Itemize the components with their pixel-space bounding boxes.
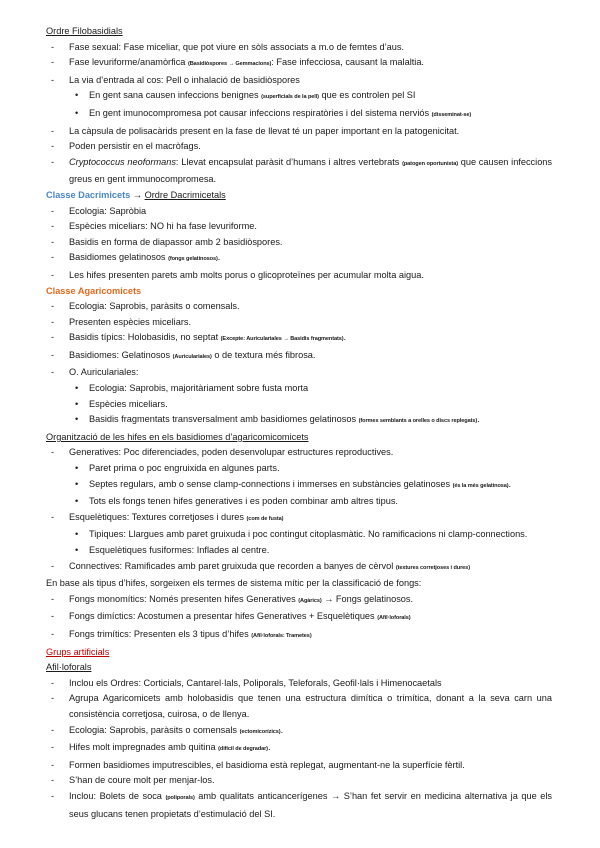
list-item: - O. Auriculariales: [46,365,552,381]
list-item: - Agrupa Agaricomicets amb holobasidis que tenen una estructura dimítica o trimítica, donant a la seva carn una consistència corretjosa, cuirosa, o de llenya. [46,691,552,722]
list-item: - Ecologia: Saprobis, paràsits o comensals (ectomicorízics). [46,723,552,741]
list-item: - Fongs monomítics: Només presenten hifes Generatives (Agàrics) → Fongs gelatinosos. [46,592,552,610]
list-item: - La via d’entrada al cos: Pell o inhalació de basidiòspores [46,73,552,89]
list-item: - Basidis en forma de diapassor amb 2 basidiòspores. [46,235,552,251]
list-item: - Formen basidiomes imputrescibles, el basidioma està replegat, augmentant-ne la superfície fèrtil. [46,758,552,774]
list-item: - Basidiomes gelatinosos (fongs gelatinosos). [46,250,552,268]
list-item: - Fongs dimíctics: Acostumen a presentar hifes Generatives + Esquelètiques (Afil·loforals) [46,609,552,627]
section-title-agaricomicets: Classe Agaricomicets [46,285,142,296]
list-item: - Basidiomes: Gelatinosos (Auriculariales) o de textura més fibrosa. [46,348,552,366]
list-item: - Connectives: Ramificades amb paret gruixuda que recorden a banyes de cèrvol (textures corretjoses i dures) [46,559,552,577]
bullet-item: • Tots els fongs tenen hifes generatives i es poden combinar amb altres tipus. [46,494,552,510]
section-title-filobasidials: Ordre Filobasidials [46,26,123,36]
bullet-item: • En gent sana causen infeccions benignes (superficials de la pell) que es controlen pel SI [46,88,552,106]
list-item: - Generatives: Poc diferenciades, poden desenvolupar estructures reproductives. [46,445,552,461]
list-item: - Fongs trimítics: Presenten els 3 tipus d’hifes (Afil·loforals: Trametes) [46,627,552,645]
bullet-item: • Ecologia: Saprobis, majoritàriament sobre fusta morta [46,381,552,397]
list-item: - Inclou els Ordres: Corticials, Cantarel·lals, Poliporals, Teleforals, Geofil·lals i Himenocaetals [46,676,552,692]
list-item: - Ecologia: Saprobis, paràsits o comensals. [46,299,552,315]
bullet-item: • En gent imunocompromesa pot causar infeccions respiratòries i del sistema nerviós (disseminat-se) [46,106,552,124]
list-item: - Les hifes presenten parets amb molts porus o glicoproteïnes per acumular molta aigua. [46,268,552,284]
list-item: - Fase levuriforme/anamòrfica (Basidiòspores → Gemmacions): Fase infecciosa, causant la malaltia. [46,55,552,73]
section-title-grups-artificials: Grups artificials [46,646,110,657]
list-item: - Inclou: Bolets de soca (poliporals) amb qualitats anticancerígenes → S’han fet servir en medicina alternativa ja que els seus glucans tenen propietats d’estimulació del SI. [46,789,552,822]
list-item: - La càpsula de polisacàrids present en la fase de llevat té un paper important en la patogenicitat. [46,124,552,140]
list-item: - Presenten espècies miceliars. [46,315,552,331]
paragraph: En base als tipus d’hifes, sorgeixen els termes de sistema mític per la classificació de fongs: [46,578,422,589]
list-item: - Poden persistir en el macròfags. [46,139,552,155]
bullet-item: • Tipiques: Llargues amb paret gruixuda i poc contingut citoplasmàtic. No ramificacions ni clamp-connections. [46,527,552,543]
bullet-item: • Septes regulars, amb o sense clamp-connections i immerses en substàncies gelatinoses (és la més gelatinosa). [46,477,552,495]
bullet-item: • Paret prima o poc engruixida en algunes parts. [46,461,552,477]
list-item: - Basidis típics: Holobasidis, no septat (Excepte: Auriculariales → Basidis fragmentats). [46,330,552,348]
list-item: - Espècies miceliars: NO hi ha fase levuriforme. [46,219,552,235]
list-item: - Esquelètiques: Textures corretjoses i dures (com de fusta) [46,510,552,528]
subsection-title-afiloforals: Afil·loforals [46,662,92,673]
list-item: - Cryptococcus neoformans: Llevat encapsulat paràsit d’humans i altres vertebrats (patogen oportunista) que causen infeccions greus en gent immunocompromesa. [46,155,552,188]
list-item: - S’han de coure molt per menjar-los. [46,773,552,789]
bullet-item: • Esquelètiques fusiformes: Inflades al centre. [46,543,552,559]
list-item: - Fase sexual: Fase miceliar, que pot viure en sòls associats a m.o de femtes d’aus. [46,40,552,56]
list-item: - Ecologia: Sapròbia [46,204,552,220]
list-item: - Hifes molt impregnades amb quitina (difícil de degradar). [46,740,552,758]
bullet-item: • Basidis fragmentats transversalment amb basidiomes gelatinosos (formes semblants a orelles o discs replegats). [46,412,552,430]
section-title-organitzacio: Organització de les hifes en els basidiomes d’agaricomicomicets [46,431,309,442]
document-page [46,24,552,822]
bullet-item: • Espècies miceliars. [46,397,552,413]
section-title-dacrimicets: Classe Dacrimicets → Ordre Dacrimicetals [46,189,226,200]
